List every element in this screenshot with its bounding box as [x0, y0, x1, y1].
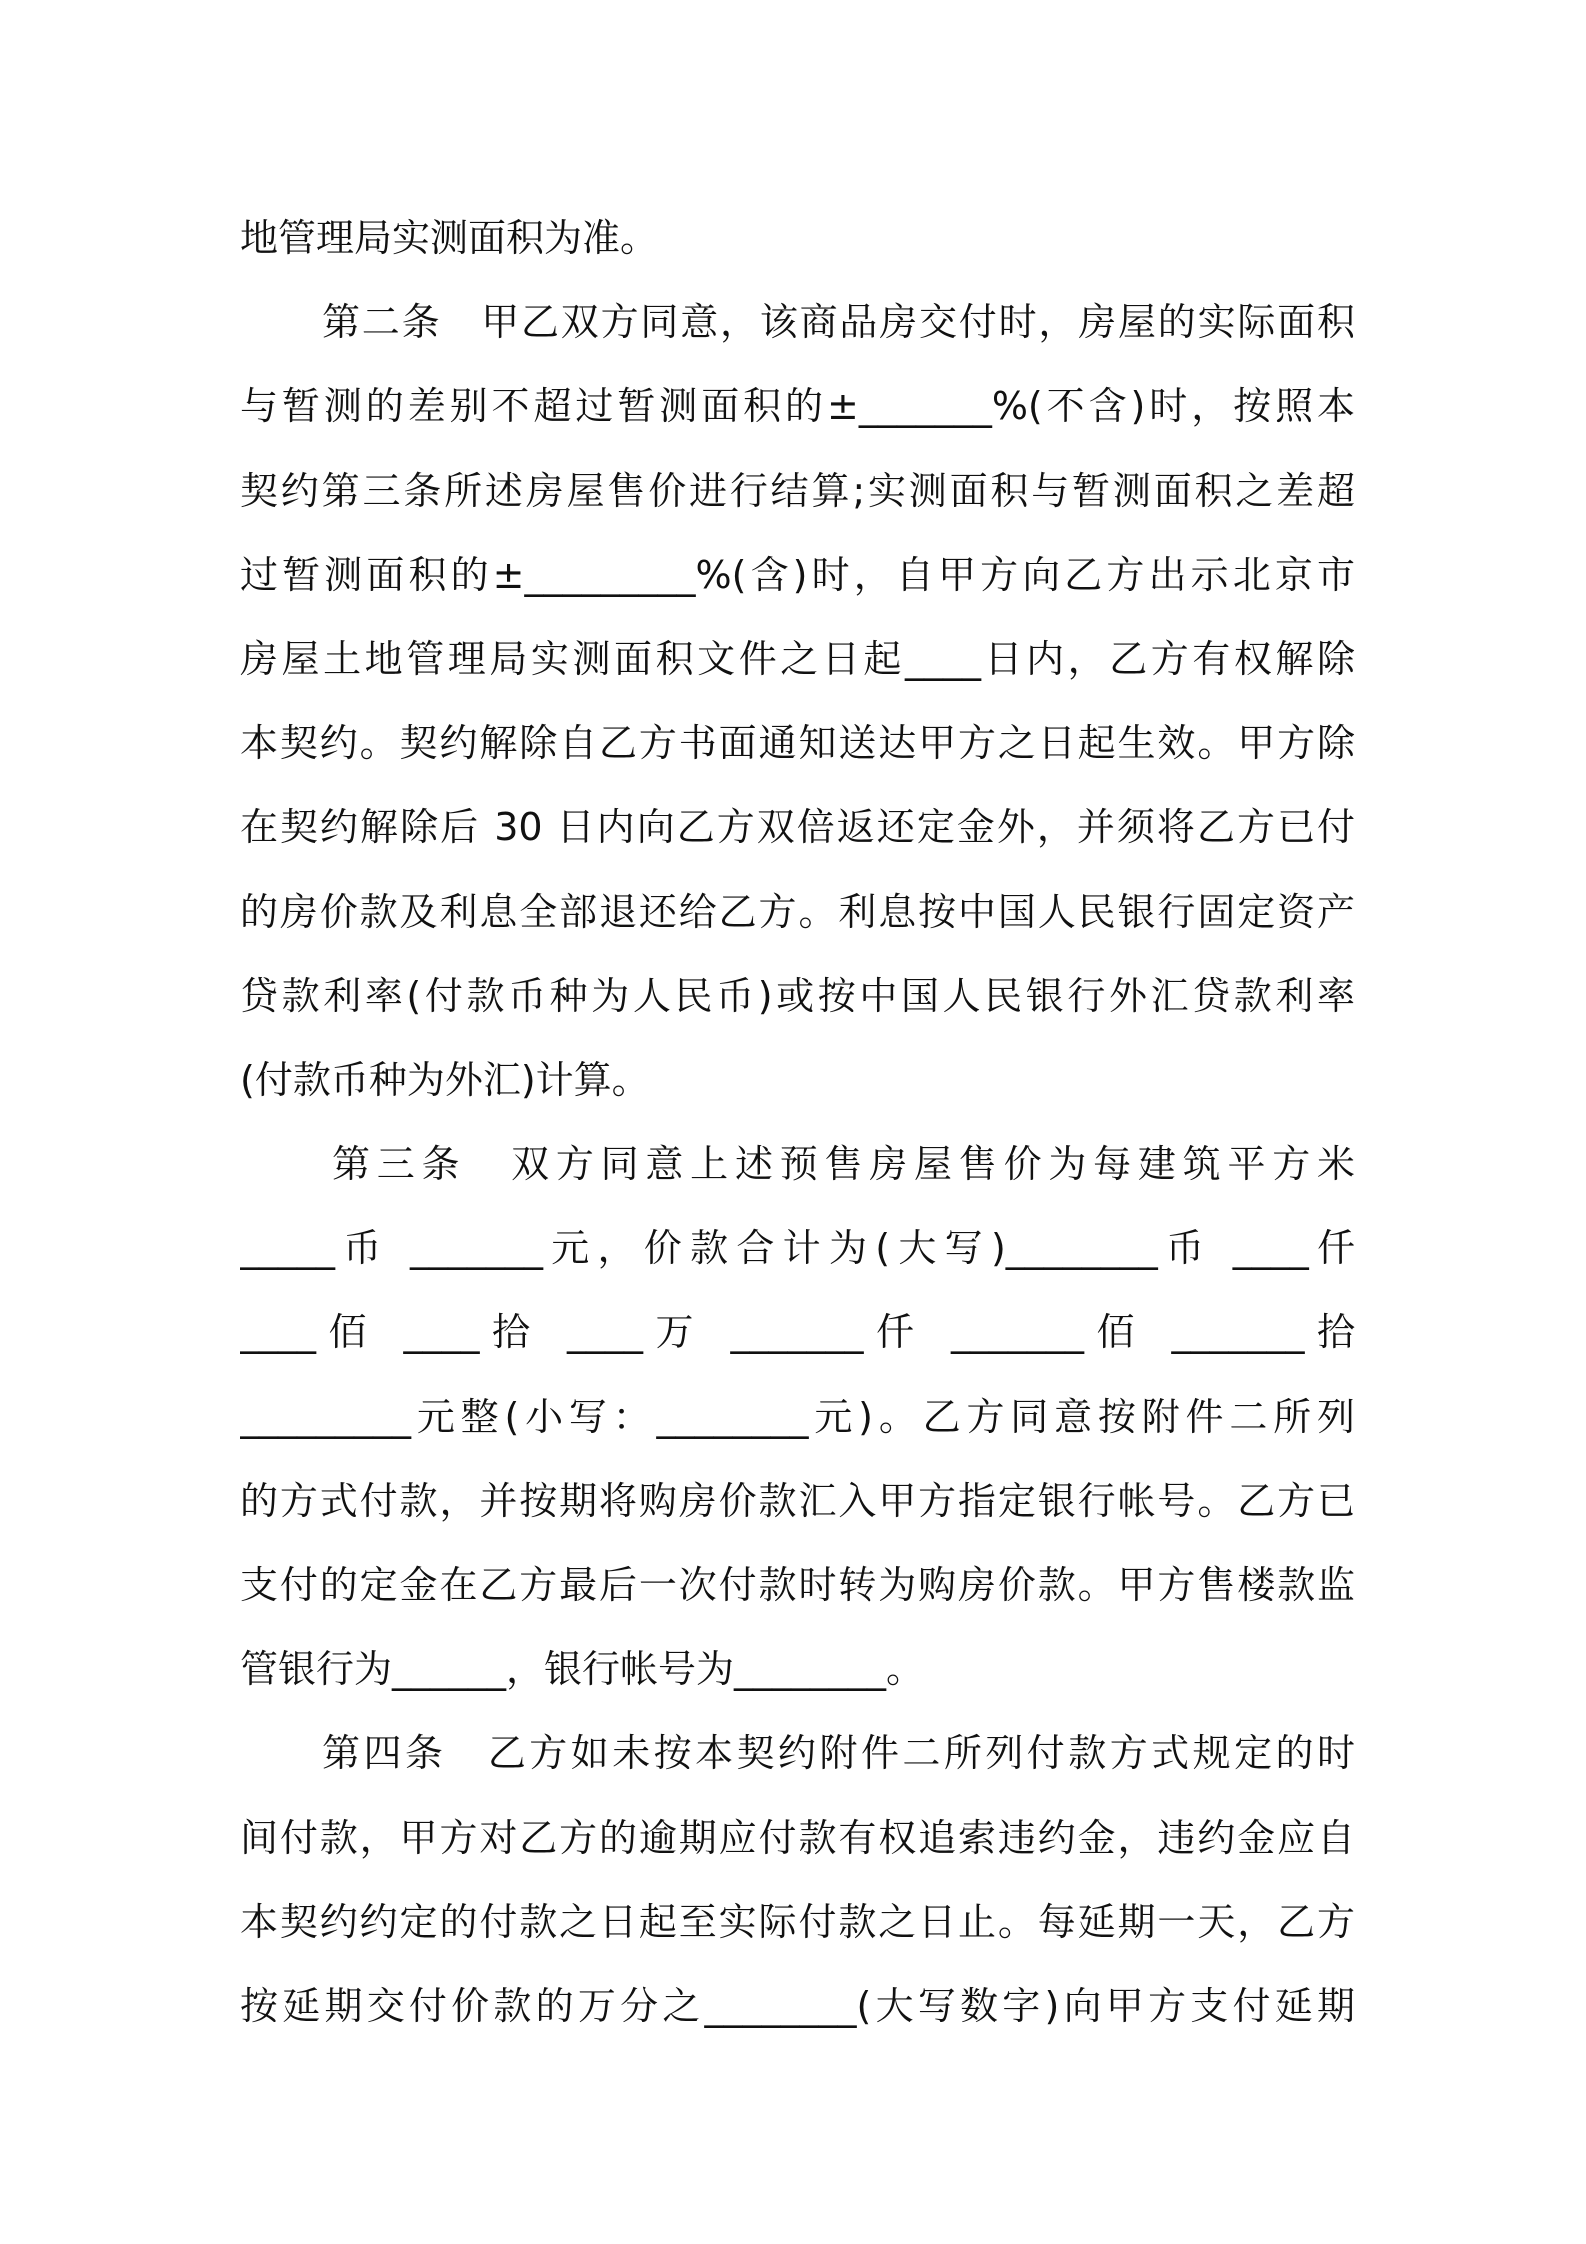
text-line: ____佰 ____拾 ____万 _______仟 _______佰 _______拾	[240, 1310, 1355, 1355]
text-line: _____币 _______元，价款合计为(大写)________币 ____仟	[240, 1226, 1355, 1271]
text-line: 按延期交付价款的万分之________(大写数字)向甲方支付延期	[240, 1983, 1355, 2028]
text-line: 贷款利率(付款币种为人民币)或按中国人民银行外汇贷款利率	[240, 973, 1355, 1018]
text-line: _________元整(小写：________元)。乙方同意按附件二所列	[240, 1394, 1355, 1439]
text-line: 管银行为______，银行帐号为________。	[240, 1647, 925, 1692]
text-line: 契约第三条所述房屋售价进行结算;实测面积与暂测面积之差超	[240, 468, 1355, 513]
text-line: 支付的定金在乙方最后一次付款时转为购房价款。甲方售楼款监	[240, 1563, 1355, 1607]
text-line: 过暂测面积的±_________%(含)时，自甲方向乙方出示北京市	[240, 552, 1355, 597]
text-line: 间付款，甲方对乙方的逾期应付款有权追索违约金，违约金应自	[240, 1815, 1355, 1860]
text-line: 在契约解除后 30 日内向乙方双倍返还定金外，并须将乙方已付	[240, 805, 1355, 850]
document-body	[240, 196, 1355, 2048]
article-2-heading-line: 第二条 甲乙双方同意，该商品房交付时，房屋的实际面积	[322, 300, 1355, 345]
text-line: 本契约约定的付款之日起至实际付款之日止。每延期一天，乙方	[240, 1899, 1355, 1944]
text-line: (付款币种为外汇)计算。	[240, 1057, 650, 1102]
article-4-heading-line: 第四条 乙方如未按本契约附件二所列付款方式规定的时	[322, 1731, 1355, 1776]
text-line: 本契约。契约解除自乙方书面通知送达甲方之日起生效。甲方除	[240, 721, 1355, 766]
text-line: 的房价款及利息全部退还给乙方。利息按中国人民银行固定资产	[240, 889, 1355, 934]
text-line: 房屋土地管理局实测面积文件之日起____日内，乙方有权解除	[240, 636, 1355, 681]
text-line: 地管理局实测面积为准。	[240, 216, 659, 260]
text-line: 与暂测的差别不超过暂测面积的±_______%(不含)时，按照本	[240, 384, 1355, 429]
article-3-heading-line: 第三条 双方同意上述预售房屋售价为每建筑平方米	[332, 1142, 1355, 1187]
text-line: 的方式付款，并按期将购房价款汇入甲方指定银行帐号。乙方已	[240, 1478, 1355, 1523]
